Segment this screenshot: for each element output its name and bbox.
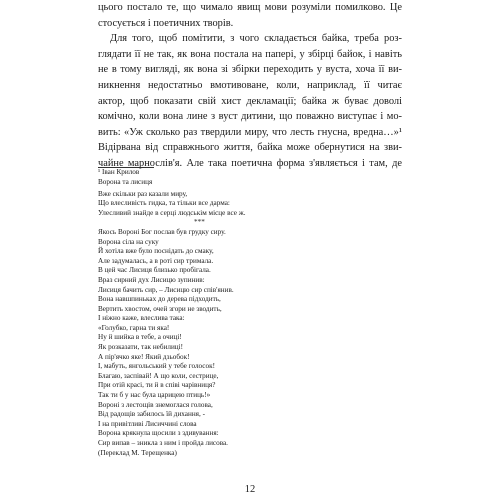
footnote-line: Ворона сіла на суку <box>98 237 159 246</box>
footnote-line: Так ти б у нас була царицею птиць!» <box>98 391 211 400</box>
footnote-line: Але задумалась, а в роті сир тримала. <box>98 256 214 265</box>
footnote-line: Вже скільки раз казали миру, <box>98 189 188 198</box>
body-line: не в тому вигляді, як вона зі збірки переходить у вуста, хоча її ви- <box>98 64 402 76</box>
body-line: вить: «Уж сколько раз твердили миру, что лесть гнусна, вредна…»¹ <box>98 126 402 138</box>
stanza-separator: *** <box>194 218 205 227</box>
footnote-line: ¹ Іван Крилов <box>98 168 140 176</box>
footnote-line: Ворона крякнула щосили з здивування: <box>98 429 219 438</box>
body-line: комічно, коли вона лине з вуст дитини, що поважно виступає і мо- <box>98 111 402 123</box>
body-line: Для того, щоб помітити, з чого складається байка, треба роз- <box>110 33 402 45</box>
footnote-line: Вороні з лестощів знемоглася голова, <box>98 400 213 409</box>
body-line: Відірвана від справжнього життя, байка може обернутися на зви- <box>98 142 402 154</box>
footnote-line: Й хотіла вже було поснідать до смаку, <box>98 247 214 256</box>
body-line: глядати її не так, як вона постала на папері, у збірці байок, і навіть <box>98 48 402 60</box>
footnote-line: Від радощів забилось їй дихання, - <box>98 410 205 419</box>
body-text <box>98 0 402 172</box>
footnote-line: «Голубко, гарна ти яка! <box>98 323 170 332</box>
footnote-line: (Переклад М. Терещенка) <box>98 448 177 457</box>
body-line: чайне марнослів'я. Але така поетична форма з'являється і там, де <box>98 157 402 169</box>
footnote-line: Благаю, заспівай! А що коли, сестрице, <box>98 371 219 380</box>
body-line: актор, щоб показати свій хист декламації; байка ж буває доволі <box>98 95 402 107</box>
footnote-line: Що влесливість гидка, та тільки все дарма: <box>98 199 230 208</box>
footnote-line: Сир випав – зникла з ним і пройда лисова. <box>98 439 228 448</box>
body-line: стосується і поетичних творів. <box>98 17 234 29</box>
body-line: цього постало те, що чимало явищ мови розуміли помилково. Це <box>98 2 402 13</box>
footnote-line: Улесливий знайде в серці людськім місце все ж. <box>98 208 246 217</box>
footnote-line: Вона навшпиньках до дерева підходить, <box>98 295 221 304</box>
footnote-line: І на привітливі Лисиччині слова <box>98 419 197 428</box>
page-number: 12 <box>244 484 256 495</box>
footnote-line: Ну й шийка в тебе, а очиці! <box>98 333 182 342</box>
footnote <box>98 168 402 458</box>
footnote-line: І ніжно каже, влеслива така: <box>98 314 185 323</box>
footnote-line: І, мабуть, янгольський у тебе голосок! <box>98 362 215 371</box>
footnote-line: Ворона та лисиця <box>98 177 153 186</box>
footnote-line: Як розказати, так небилиці! <box>98 343 184 352</box>
footnote-line: При отій красі, ти й в співі чарівниця? <box>98 381 216 390</box>
footnote-line: Лисиця бачить сир, – Лисицю сир спів'янив. <box>98 285 234 294</box>
footnote-line: Вертить хвостом, очей згори не зводить, <box>98 304 222 313</box>
footnote-line: В цей час Лисиця близько пробігала. <box>98 266 211 275</box>
footnote-line: А пір'ячко яке! Який дзьобок! <box>98 352 190 361</box>
footnote-line: Враз сирний дух Лисицю зупинив: <box>98 275 205 284</box>
body-line: никнення недостатньо вмотивоване, коли, наприклад, її читає <box>98 79 402 91</box>
footnote-line: Якось Вороні Бог послав був грудку сиру. <box>98 227 226 236</box>
